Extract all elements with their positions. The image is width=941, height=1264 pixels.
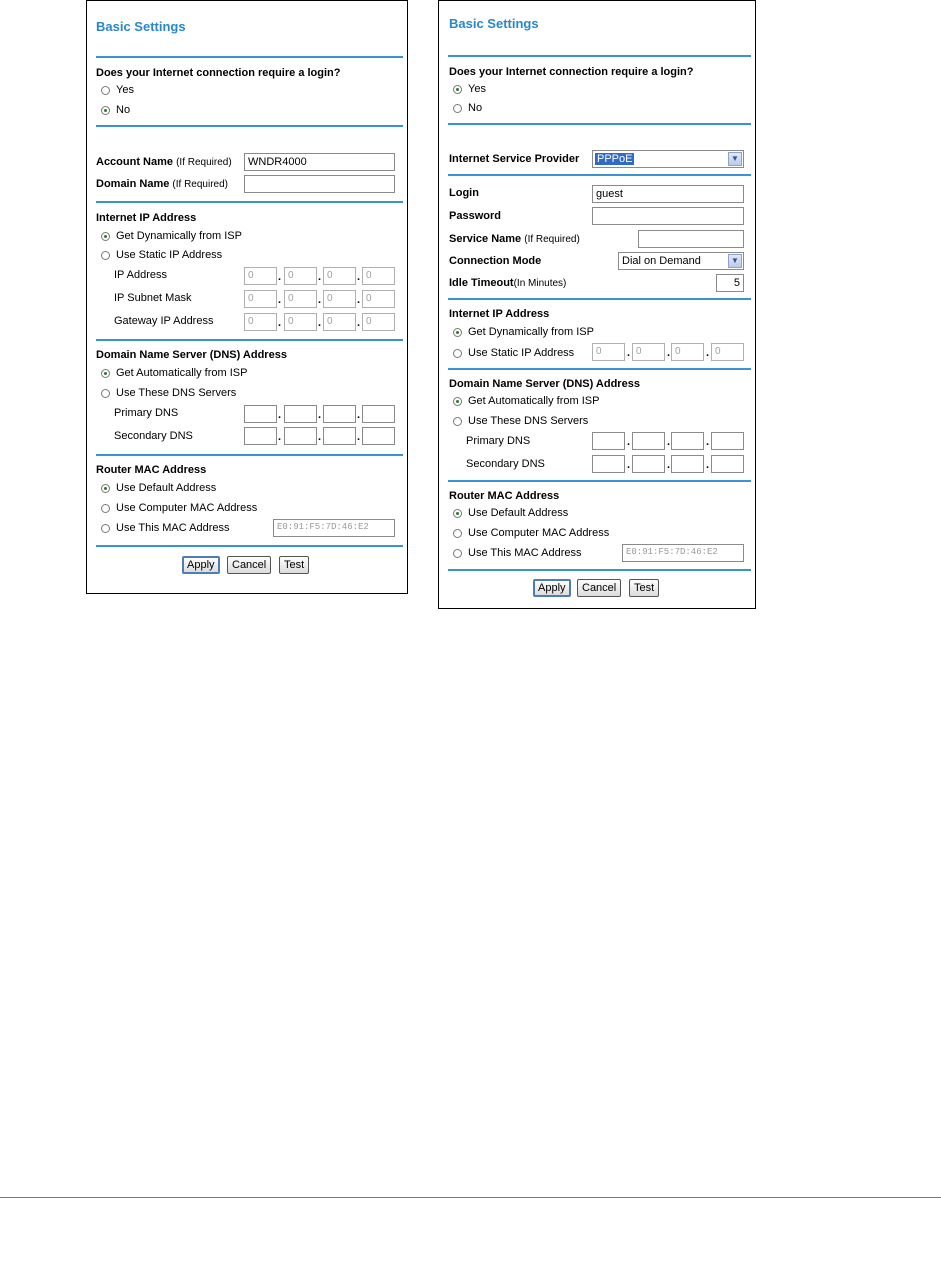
divider xyxy=(448,123,751,125)
domain-name-label: Domain Name (If Required) xyxy=(96,178,228,190)
octet-dot: . xyxy=(278,409,282,421)
divider xyxy=(96,454,403,456)
primary-dns-octet-4[interactable] xyxy=(711,432,744,450)
radio-no[interactable] xyxy=(101,106,110,115)
radio-ip-dynamic[interactable] xyxy=(101,232,110,241)
ip-octet-1[interactable]: 0 xyxy=(244,267,277,285)
page-title: Basic Settings xyxy=(449,16,539,31)
octet-dot: . xyxy=(357,317,361,329)
secondary-dns-octet-3[interactable] xyxy=(671,455,704,473)
gateway-octet-1[interactable]: 0 xyxy=(244,313,277,331)
primary-dns-octet-1[interactable] xyxy=(592,432,625,450)
test-button[interactable]: Test xyxy=(279,556,309,574)
radio-ip-static[interactable] xyxy=(453,349,462,358)
idle-timeout-input[interactable]: 5 xyxy=(716,274,744,292)
divider xyxy=(96,339,403,341)
secondary-dns-label: Secondary DNS xyxy=(466,458,545,470)
ip-dynamic-label: Get Dynamically from ISP xyxy=(468,326,594,338)
test-button[interactable]: Test xyxy=(629,579,659,597)
primary-dns-octet-4[interactable] xyxy=(362,405,395,423)
cancel-button[interactable]: Cancel xyxy=(227,556,271,574)
subnet-label: IP Subnet Mask xyxy=(114,292,192,304)
octet-dot: . xyxy=(278,431,282,443)
dns-these-label: Use These DNS Servers xyxy=(116,387,237,399)
secondary-dns-octet-1[interactable] xyxy=(244,427,277,445)
secondary-dns-octet-2[interactable] xyxy=(632,455,665,473)
octet-dot: . xyxy=(357,271,361,283)
idle-timeout-label: Idle Timeout(In Minutes) xyxy=(449,277,567,289)
isp-select[interactable] xyxy=(592,150,744,168)
ip-octet-3[interactable]: 0 xyxy=(323,267,356,285)
divider xyxy=(448,174,751,176)
octet-dot: . xyxy=(318,317,322,329)
secondary-dns-octet-3[interactable] xyxy=(323,427,356,445)
static-ip-octet-1[interactable]: 0 xyxy=(592,343,625,361)
footer-divider xyxy=(0,1197,941,1198)
mac-computer-label: Use Computer MAC Address xyxy=(468,527,610,539)
octet-dot: . xyxy=(357,294,361,306)
radio-dns-auto[interactable] xyxy=(453,397,462,406)
account-name-label: Account Name (If Required) xyxy=(96,156,232,168)
connection-mode-value: Dial on Demand xyxy=(622,255,701,267)
ip-static-label: Use Static IP Address xyxy=(116,249,223,261)
radio-no[interactable] xyxy=(453,104,462,113)
ip-octet-4[interactable]: 0 xyxy=(362,267,395,285)
internet-ip-heading: Internet IP Address xyxy=(449,308,550,320)
dns-these-label: Use These DNS Servers xyxy=(468,415,589,427)
service-name-input[interactable] xyxy=(638,230,744,248)
mac-address-input[interactable]: E0:91:F5:7D:46:E2 xyxy=(622,544,744,562)
radio-mac-default[interactable] xyxy=(453,509,462,518)
subnet-octet-3[interactable]: 0 xyxy=(323,290,356,308)
radio-mac-this[interactable] xyxy=(101,524,110,533)
divider xyxy=(448,55,751,57)
radio-yes[interactable] xyxy=(101,86,110,95)
connection-mode-select[interactable] xyxy=(618,252,744,270)
radio-no-label: No xyxy=(116,104,131,116)
right-panel xyxy=(438,0,756,609)
primary-dns-octet-2[interactable] xyxy=(632,432,665,450)
radio-yes-label: Yes xyxy=(468,83,486,95)
radio-yes[interactable] xyxy=(453,85,462,94)
isp-selected-value: PPPoE xyxy=(597,153,633,165)
apply-button[interactable]: Apply xyxy=(182,556,220,574)
login-question: Does your Internet connection require a login? xyxy=(449,66,694,78)
subnet-octet-1[interactable]: 0 xyxy=(244,290,277,308)
primary-dns-label: Primary DNS xyxy=(114,407,179,419)
octet-dot: . xyxy=(706,347,710,359)
divider xyxy=(448,298,751,300)
secondary-dns-octet-4[interactable] xyxy=(711,455,744,473)
dns-auto-label: Get Automatically from ISP xyxy=(468,395,600,407)
mac-heading: Router MAC Address xyxy=(449,490,560,502)
octet-dot: . xyxy=(627,347,631,359)
octet-dot: . xyxy=(278,317,282,329)
octet-dot: . xyxy=(667,459,671,471)
divider xyxy=(96,56,403,58)
primary-dns-octet-3[interactable] xyxy=(671,432,704,450)
radio-ip-dynamic[interactable] xyxy=(453,328,462,337)
octet-dot: . xyxy=(627,459,631,471)
password-input[interactable] xyxy=(592,207,744,225)
octet-dot: . xyxy=(667,347,671,359)
octet-dot: . xyxy=(318,271,322,283)
dns-heading: Domain Name Server (DNS) Address xyxy=(449,378,640,390)
radio-no-label: No xyxy=(468,102,483,114)
radio-ip-static[interactable] xyxy=(101,251,110,260)
static-ip-octet-3[interactable]: 0 xyxy=(671,343,704,361)
radio-mac-default[interactable] xyxy=(101,484,110,493)
octet-dot: . xyxy=(357,431,361,443)
connection-mode-label: Connection Mode xyxy=(449,255,542,267)
chevron-down-icon[interactable]: ▼ xyxy=(728,254,742,268)
radio-yes-label: Yes xyxy=(116,84,134,96)
mac-computer-label: Use Computer MAC Address xyxy=(116,502,258,514)
mac-this-label: Use This MAC Address xyxy=(116,522,230,534)
mac-default-label: Use Default Address xyxy=(116,482,217,494)
divider xyxy=(96,125,403,127)
octet-dot: . xyxy=(278,294,282,306)
secondary-dns-octet-2[interactable] xyxy=(284,427,317,445)
primary-dns-octet-1[interactable] xyxy=(244,405,277,423)
left-panel xyxy=(86,0,408,594)
mac-this-label: Use This MAC Address xyxy=(468,547,582,559)
gateway-octet-2[interactable]: 0 xyxy=(284,313,317,331)
internet-ip-heading: Internet IP Address xyxy=(96,212,197,224)
radio-mac-this[interactable] xyxy=(453,549,462,558)
mac-address-input[interactable]: E0:91:F5:7D:46:E2 xyxy=(273,519,395,537)
radio-mac-computer[interactable] xyxy=(453,529,462,538)
ip-address-label: IP Address xyxy=(114,269,167,281)
divider xyxy=(448,569,751,571)
ip-dynamic-label: Get Dynamically from ISP xyxy=(116,230,242,242)
dns-heading: Domain Name Server (DNS) Address xyxy=(96,349,287,361)
isp-label: Internet Service Provider xyxy=(449,153,580,165)
gateway-octet-4[interactable]: 0 xyxy=(362,313,395,331)
octet-dot: . xyxy=(706,459,710,471)
login-input[interactable]: guest xyxy=(592,185,744,203)
static-ip-octet-2[interactable]: 0 xyxy=(632,343,665,361)
domain-name-input[interactable] xyxy=(244,175,395,193)
radio-dns-these[interactable] xyxy=(453,417,462,426)
octet-dot: . xyxy=(706,436,710,448)
divider xyxy=(96,545,403,547)
account-name-input[interactable]: WNDR4000 xyxy=(244,153,395,171)
radio-dns-these[interactable] xyxy=(101,389,110,398)
dns-auto-label: Get Automatically from ISP xyxy=(116,367,248,379)
octet-dot: . xyxy=(318,431,322,443)
ip-octet-2[interactable]: 0 xyxy=(284,267,317,285)
octet-dot: . xyxy=(357,409,361,421)
mac-heading: Router MAC Address xyxy=(96,464,207,476)
gateway-label: Gateway IP Address xyxy=(114,315,214,327)
static-ip-octet-4[interactable]: 0 xyxy=(711,343,744,361)
secondary-dns-label: Secondary DNS xyxy=(114,430,193,442)
mac-default-label: Use Default Address xyxy=(468,507,569,519)
secondary-dns-octet-1[interactable] xyxy=(592,455,625,473)
chevron-down-icon[interactable]: ▼ xyxy=(728,152,742,166)
octet-dot: . xyxy=(627,436,631,448)
divider xyxy=(96,201,403,203)
secondary-dns-octet-4[interactable] xyxy=(362,427,395,445)
primary-dns-octet-3[interactable] xyxy=(323,405,356,423)
login-label: Login xyxy=(449,187,479,199)
radio-dns-auto[interactable] xyxy=(101,369,110,378)
primary-dns-octet-2[interactable] xyxy=(284,405,317,423)
octet-dot: . xyxy=(278,271,282,283)
radio-mac-computer[interactable] xyxy=(101,504,110,513)
cancel-button[interactable]: Cancel xyxy=(577,579,621,597)
gateway-octet-3[interactable]: 0 xyxy=(323,313,356,331)
octet-dot: . xyxy=(667,436,671,448)
divider xyxy=(448,480,751,482)
page-title: Basic Settings xyxy=(96,19,186,34)
login-question: Does your Internet connection require a login? xyxy=(96,67,341,79)
apply-button[interactable]: Apply xyxy=(533,579,571,597)
octet-dot: . xyxy=(318,294,322,306)
octet-dot: . xyxy=(318,409,322,421)
password-label: Password xyxy=(449,210,501,222)
subnet-octet-4[interactable]: 0 xyxy=(362,290,395,308)
divider xyxy=(448,368,751,370)
ip-static-label: Use Static IP Address xyxy=(468,347,575,359)
primary-dns-label: Primary DNS xyxy=(466,435,531,447)
service-name-label: Service Name (If Required) xyxy=(449,233,580,245)
subnet-octet-2[interactable]: 0 xyxy=(284,290,317,308)
